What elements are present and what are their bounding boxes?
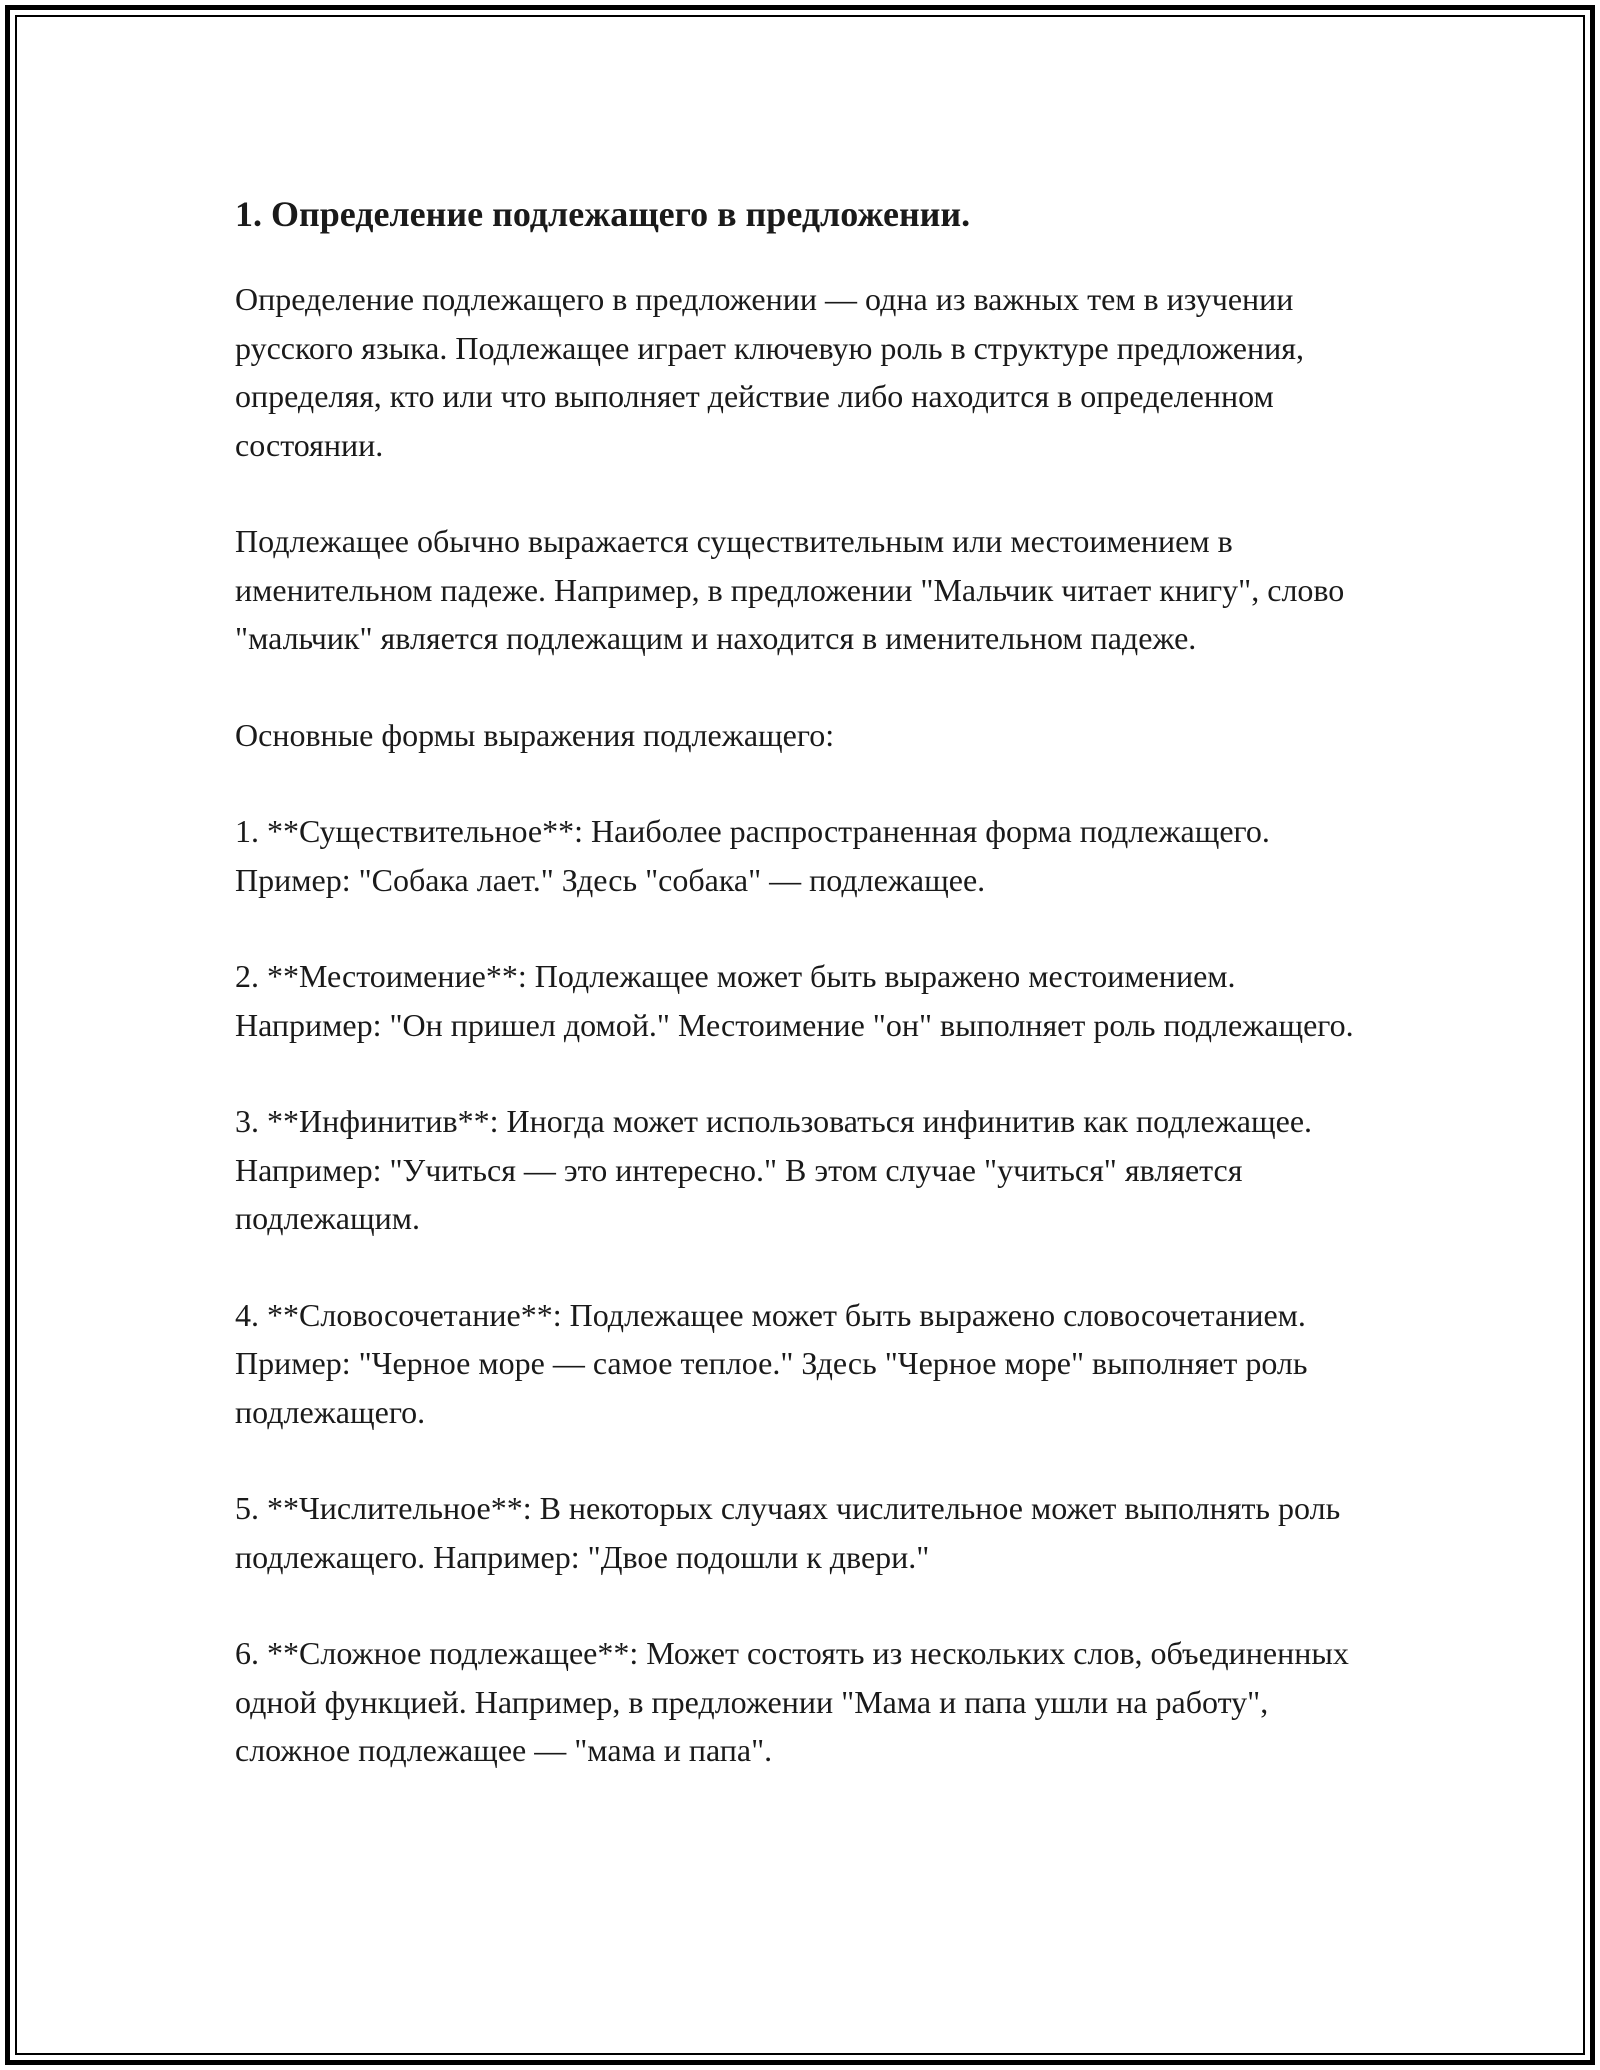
- list-item-infinitive: 3. **Инфинитив**: Иногда может использоваться инфинитив как подлежащее. Например: "Учиться — это интересно." В этом случае "учиться" является подлежащим.: [235, 1103, 1313, 1236]
- list-item-pronoun: 2. **Местоимение**: Подлежащее может быть выражено местоимением. Например: "Он пришел домой." Местоимение "он" выполняет роль подлежащего.: [235, 958, 1354, 1043]
- paragraph-intro: Определение подлежащего в предложении — одна из важных тем в изучении русского языка. Подлежащее играет ключевую роль в структуре предложения, определяя, кто или что выполняет действие либо находится в определенном состоянии.: [235, 281, 1304, 463]
- paragraph-forms-heading: Основные формы выражения подлежащего:: [235, 716, 835, 753]
- list-item-compound-subject: 6. **Сложное подлежащее**: Может состоять из нескольких слов, объединенных одной функцией. Например, в предложении "Мама и папа ушли на работу", сложное подлежащее — "мама и папа".: [235, 1635, 1349, 1768]
- document-body: [235, 187, 1375, 1823]
- list-item-phrase: 4. **Словосочетание**: Подлежащее может быть выражено словосочетанием. Пример: "Черное море — самое теплое." Здесь "Черное море" выполняет роль подлежащего.: [235, 1296, 1308, 1430]
- list-item-noun: 1. **Существительное**: Наиболее распространенная форма подлежащего. Пример: "Собака лает." Здесь "собака" — подлежащее.: [235, 813, 1270, 898]
- document-title: 1. Определение подлежащего в предложении.: [235, 194, 971, 234]
- paragraph-expression: Подлежащее обычно выражается существительным или местоимением в именительном падеже. Например, в предложении "Мальчик читает книгу", слово "мальчик" является подлежащим и находится в именительном падеже.: [235, 523, 1345, 656]
- list-item-numeral: 5. **Числительное**: В некоторых случаях числительное может выполнять роль подлежащего. Например: "Двое подошли к двери.": [235, 1490, 1341, 1575]
